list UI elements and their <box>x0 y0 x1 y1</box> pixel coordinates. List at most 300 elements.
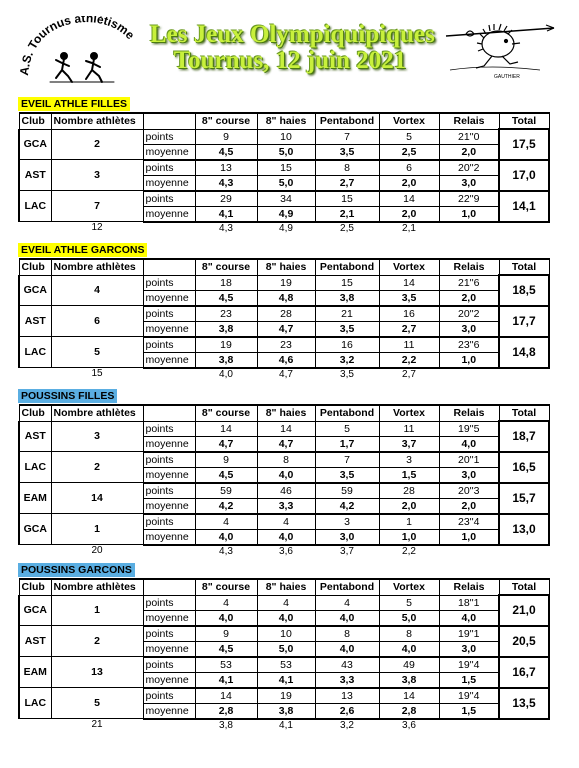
average-cell: 2,0 <box>439 498 499 514</box>
points-cell: 7 <box>315 129 379 144</box>
average-cell: 3,2 <box>315 352 379 368</box>
footer-athlete-total: 21 <box>91 719 103 731</box>
points-cell: 20''3 <box>439 483 499 499</box>
row-label-moyenne: moyenne <box>143 175 195 191</box>
table-header-row <box>19 113 549 129</box>
footer-average: 3,8 <box>219 719 233 731</box>
average-cell: 1,5 <box>439 703 499 719</box>
points-cell: 9 <box>195 452 257 468</box>
column-header-total: Total <box>499 259 549 275</box>
hedgehog-runner-drawing <box>436 14 560 82</box>
column-header-c2: 8" haies <box>257 579 315 595</box>
column-header-c4: Vortex <box>379 579 439 595</box>
column-header-c4: Vortex <box>379 405 439 421</box>
row-label-points: points <box>143 129 195 144</box>
average-cell: 2,0 <box>379 498 439 514</box>
points-cell: 19 <box>257 275 315 290</box>
total-cell: 14,8 <box>499 337 549 368</box>
footer-row <box>19 368 549 381</box>
table-row <box>19 275 549 290</box>
athlete-count: 1 <box>51 514 143 545</box>
points-cell: 16 <box>315 337 379 353</box>
average-cell: 3,8 <box>315 290 379 306</box>
footer-blank <box>19 719 51 732</box>
row-label-points: points <box>143 688 195 704</box>
table-header-row <box>19 259 549 275</box>
title-line-1: Les Jeux Olympiquipiques <box>150 21 435 48</box>
table-row <box>19 452 549 468</box>
athlete-count: 7 <box>51 191 143 222</box>
row-label-moyenne: moyenne <box>143 641 195 657</box>
column-header-c5: Relais <box>439 113 499 129</box>
average-cell: 3,5 <box>315 321 379 337</box>
average-cell: 2,0 <box>439 290 499 306</box>
points-cell: 16 <box>379 306 439 322</box>
average-cell: 4,0 <box>315 610 379 626</box>
results-section <box>18 560 548 732</box>
average-cell: 4,8 <box>257 290 315 306</box>
footer-blank <box>499 719 549 732</box>
table-row <box>19 191 549 207</box>
total-cell: 18,7 <box>499 421 549 452</box>
footer-average: 2,5 <box>340 222 354 234</box>
table-header-row <box>19 405 549 421</box>
athlete-count: 2 <box>51 626 143 657</box>
average-cell: 1,0 <box>439 352 499 368</box>
club-name: GCA <box>19 275 51 306</box>
average-cell: 5,0 <box>379 610 439 626</box>
table-row <box>19 306 549 322</box>
average-cell: 4,1 <box>195 206 257 222</box>
footer-blank <box>439 222 499 235</box>
row-label-moyenne: moyenne <box>143 290 195 306</box>
points-cell: 43 <box>315 657 379 673</box>
average-cell: 4,0 <box>257 467 315 483</box>
section-title: EVEIL ATHLE FILLES <box>18 97 130 111</box>
column-header-blank <box>143 405 195 421</box>
total-cell: 17,0 <box>499 160 549 191</box>
row-label-moyenne: moyenne <box>143 703 195 719</box>
footer-average: 2,2 <box>402 545 416 557</box>
club-name: AST <box>19 160 51 191</box>
average-cell: 1,5 <box>379 467 439 483</box>
points-cell: 28 <box>257 306 315 322</box>
row-label-points: points <box>143 337 195 353</box>
average-cell: 4,0 <box>257 529 315 545</box>
average-cell: 2,5 <box>379 144 439 160</box>
column-header-total: Total <box>499 579 549 595</box>
average-cell: 5,0 <box>257 175 315 191</box>
points-cell: 3 <box>379 452 439 468</box>
results-section <box>18 386 548 558</box>
footer-blank <box>19 368 51 381</box>
points-cell: 20''2 <box>439 160 499 176</box>
total-cell: 15,7 <box>499 483 549 514</box>
points-cell: 5 <box>315 421 379 436</box>
athlete-count: 2 <box>51 452 143 483</box>
total-cell: 17,7 <box>499 306 549 337</box>
points-cell: 46 <box>257 483 315 499</box>
points-cell: 4 <box>257 514 315 530</box>
points-cell: 5 <box>379 129 439 144</box>
row-label-points: points <box>143 514 195 530</box>
points-cell: 3 <box>315 514 379 530</box>
points-cell: 15 <box>315 275 379 290</box>
average-cell: 4,0 <box>195 610 257 626</box>
total-cell: 16,5 <box>499 452 549 483</box>
column-header-blank <box>143 259 195 275</box>
club-name: LAC <box>19 688 51 719</box>
club-name: LAC <box>19 191 51 222</box>
points-cell: 10 <box>257 129 315 144</box>
column-header-c3: Pentabond <box>315 259 379 275</box>
average-cell: 3,7 <box>379 436 439 452</box>
footer-row <box>19 545 549 558</box>
section-title: POUSSINS GARCONS <box>18 563 135 577</box>
average-cell: 4,7 <box>257 436 315 452</box>
points-cell: 8 <box>315 160 379 176</box>
column-header-c4: Vortex <box>379 113 439 129</box>
row-label-moyenne: moyenne <box>143 498 195 514</box>
club-name: GCA <box>19 514 51 545</box>
points-cell: 23 <box>257 337 315 353</box>
table-header-row <box>19 579 549 595</box>
average-cell: 4,7 <box>195 436 257 452</box>
column-header-c1: 8" course <box>195 259 257 275</box>
table-row <box>19 421 549 436</box>
athlete-count: 13 <box>51 657 143 688</box>
points-cell: 6 <box>379 160 439 176</box>
row-label-points: points <box>143 421 195 436</box>
row-label-points: points <box>143 275 195 290</box>
average-cell: 3,5 <box>315 467 379 483</box>
points-cell: 9 <box>195 626 257 642</box>
table-row <box>19 129 549 144</box>
points-cell: 59 <box>315 483 379 499</box>
athlete-count: 6 <box>51 306 143 337</box>
table-row <box>19 483 549 499</box>
row-label-points: points <box>143 306 195 322</box>
footer-blank <box>439 719 499 732</box>
svg-text:A.S. Tournus athlétisme <box>17 16 138 76</box>
footer-average: 3,6 <box>402 719 416 731</box>
average-cell: 4,1 <box>257 672 315 688</box>
results-table <box>18 258 550 381</box>
points-cell: 15 <box>257 160 315 176</box>
average-cell: 3,3 <box>315 672 379 688</box>
footer-average: 4,3 <box>219 545 233 557</box>
average-cell: 2,7 <box>315 175 379 191</box>
average-cell: 4,0 <box>439 610 499 626</box>
club-name: GCA <box>19 129 51 160</box>
average-cell: 4,2 <box>315 498 379 514</box>
points-cell: 20''2 <box>439 306 499 322</box>
column-header-blank <box>143 579 195 595</box>
row-label-moyenne: moyenne <box>143 529 195 545</box>
column-header-nb: Nombre athlètes <box>51 405 143 421</box>
points-cell: 11 <box>379 337 439 353</box>
results-table <box>18 578 550 732</box>
points-cell: 53 <box>195 657 257 673</box>
section-title: POUSSINS FILLES <box>18 389 117 403</box>
average-cell: 4,0 <box>379 641 439 657</box>
footer-average: 3,2 <box>340 719 354 731</box>
average-cell: 1,0 <box>379 529 439 545</box>
footer-blank <box>499 222 549 235</box>
footer-athlete-total: 20 <box>91 545 103 557</box>
points-cell: 19 <box>195 337 257 353</box>
points-cell: 4 <box>257 595 315 610</box>
section-title: EVEIL ATHLE GARCONS <box>18 243 147 257</box>
results-table <box>18 112 550 235</box>
column-header-c2: 8" haies <box>257 259 315 275</box>
average-cell: 2,1 <box>315 206 379 222</box>
column-header-c5: Relais <box>439 579 499 595</box>
average-cell: 5,0 <box>257 144 315 160</box>
footer-average: 4,9 <box>279 222 293 234</box>
results-table <box>18 404 550 558</box>
total-cell: 13,0 <box>499 514 549 545</box>
average-cell: 4,0 <box>315 641 379 657</box>
total-cell: 21,0 <box>499 595 549 626</box>
average-cell: 3,8 <box>195 321 257 337</box>
column-header-c3: Pentabond <box>315 579 379 595</box>
points-cell: 14 <box>257 421 315 436</box>
points-cell: 19''1 <box>439 626 499 642</box>
average-cell: 4,5 <box>195 467 257 483</box>
average-cell: 2,7 <box>379 321 439 337</box>
footer-average: 4,7 <box>279 368 293 380</box>
column-header-club: Club <box>19 113 51 129</box>
average-cell: 2,8 <box>379 703 439 719</box>
athlete-count: 3 <box>51 421 143 452</box>
column-header-c1: 8" course <box>195 113 257 129</box>
column-header-club: Club <box>19 259 51 275</box>
footer-blank <box>143 719 195 732</box>
points-cell: 9 <box>195 129 257 144</box>
club-name: LAC <box>19 452 51 483</box>
average-cell: 3,0 <box>439 641 499 657</box>
points-cell: 22''9 <box>439 191 499 207</box>
footer-blank <box>439 545 499 558</box>
results-section <box>18 94 548 235</box>
points-cell: 1 <box>379 514 439 530</box>
points-cell: 4 <box>195 514 257 530</box>
column-header-c4: Vortex <box>379 259 439 275</box>
column-header-c2: 8" haies <box>257 113 315 129</box>
column-header-nb: Nombre athlètes <box>51 579 143 595</box>
footer-average: 2,7 <box>402 368 416 380</box>
average-cell: 1,0 <box>439 529 499 545</box>
club-name: LAC <box>19 337 51 368</box>
average-cell: 3,0 <box>315 529 379 545</box>
athlete-count: 1 <box>51 595 143 626</box>
column-header-c3: Pentabond <box>315 405 379 421</box>
footer-blank <box>143 222 195 235</box>
row-label-points: points <box>143 626 195 642</box>
points-cell: 8 <box>379 626 439 642</box>
average-cell: 4,9 <box>257 206 315 222</box>
average-cell: 2,2 <box>379 352 439 368</box>
club-name: EAM <box>19 483 51 514</box>
column-header-total: Total <box>499 405 549 421</box>
footer-average: 4,0 <box>219 368 233 380</box>
row-label-moyenne: moyenne <box>143 610 195 626</box>
title-line-2: Tournus, 12 juin 2021 <box>173 47 407 74</box>
average-cell: 3,8 <box>195 352 257 368</box>
average-cell: 4,0 <box>257 610 315 626</box>
points-cell: 4 <box>315 595 379 610</box>
club-name: EAM <box>19 657 51 688</box>
row-label-points: points <box>143 452 195 468</box>
row-label-points: points <box>143 657 195 673</box>
average-cell: 4,6 <box>257 352 315 368</box>
points-cell: 28 <box>379 483 439 499</box>
total-cell: 14,1 <box>499 191 549 222</box>
table-row <box>19 514 549 530</box>
points-cell: 7 <box>315 452 379 468</box>
column-header-c3: Pentabond <box>315 113 379 129</box>
row-label-moyenne: moyenne <box>143 144 195 160</box>
average-cell: 3,5 <box>315 144 379 160</box>
average-cell: 4,7 <box>257 321 315 337</box>
club-name: GCA <box>19 595 51 626</box>
points-cell: 5 <box>379 595 439 610</box>
athlete-count: 5 <box>51 337 143 368</box>
footer-blank <box>19 545 51 558</box>
points-cell: 19''5 <box>439 421 499 436</box>
average-cell: 4,5 <box>195 144 257 160</box>
footer-blank <box>19 222 51 235</box>
club-logo-text: A.S. Tournus athlétisme <box>16 16 138 77</box>
page-title <box>150 21 435 74</box>
average-cell: 4,2 <box>195 498 257 514</box>
footer-average: 4,3 <box>219 222 233 234</box>
footer-blank <box>439 368 499 381</box>
table-row <box>19 626 549 642</box>
results-section <box>18 240 548 381</box>
drawing-signature: GAUTHIER <box>494 74 520 80</box>
footer-average: 2,1 <box>402 222 416 234</box>
footer-average: 4,1 <box>279 719 293 731</box>
average-cell: 4,5 <box>195 290 257 306</box>
points-cell: 18''1 <box>439 595 499 610</box>
average-cell: 4,0 <box>195 529 257 545</box>
points-cell: 13 <box>195 160 257 176</box>
total-cell: 16,7 <box>499 657 549 688</box>
points-cell: 23''6 <box>439 337 499 353</box>
table-row <box>19 688 549 704</box>
table-row <box>19 595 549 610</box>
points-cell: 19''4 <box>439 657 499 673</box>
average-cell: 4,3 <box>195 175 257 191</box>
club-name: AST <box>19 421 51 452</box>
row-label-moyenne: moyenne <box>143 436 195 452</box>
athlete-count: 14 <box>51 483 143 514</box>
club-logo <box>14 16 154 90</box>
points-cell: 13 <box>315 688 379 704</box>
row-label-points: points <box>143 191 195 207</box>
average-cell: 2,0 <box>379 206 439 222</box>
average-cell: 1,0 <box>439 206 499 222</box>
average-cell: 3,5 <box>379 290 439 306</box>
athlete-count: 3 <box>51 160 143 191</box>
column-header-total: Total <box>499 113 549 129</box>
column-header-c1: 8" course <box>195 579 257 595</box>
points-cell: 23 <box>195 306 257 322</box>
points-cell: 18 <box>195 275 257 290</box>
points-cell: 20''1 <box>439 452 499 468</box>
column-header-blank <box>143 113 195 129</box>
points-cell: 8 <box>257 452 315 468</box>
points-cell: 53 <box>257 657 315 673</box>
table-row <box>19 337 549 353</box>
row-label-points: points <box>143 595 195 610</box>
points-cell: 11 <box>379 421 439 436</box>
column-header-c5: Relais <box>439 405 499 421</box>
row-label-points: points <box>143 483 195 499</box>
points-cell: 21 <box>315 306 379 322</box>
points-cell: 49 <box>379 657 439 673</box>
column-header-nb: Nombre athlètes <box>51 259 143 275</box>
points-cell: 19''4 <box>439 688 499 704</box>
footer-row <box>19 719 549 732</box>
points-cell: 29 <box>195 191 257 207</box>
column-header-nb: Nombre athlètes <box>51 113 143 129</box>
footer-average: 3,7 <box>340 545 354 557</box>
points-cell: 23''4 <box>439 514 499 530</box>
average-cell: 2,0 <box>439 144 499 160</box>
column-header-c2: 8" haies <box>257 405 315 421</box>
row-label-moyenne: moyenne <box>143 206 195 222</box>
average-cell: 3,3 <box>257 498 315 514</box>
row-label-moyenne: moyenne <box>143 321 195 337</box>
footer-athlete-total: 15 <box>91 368 103 380</box>
points-cell: 21''6 <box>439 275 499 290</box>
points-cell: 59 <box>195 483 257 499</box>
average-cell: 1,5 <box>439 672 499 688</box>
footer-blank <box>499 368 549 381</box>
average-cell: 1,7 <box>315 436 379 452</box>
total-cell: 17,5 <box>499 129 549 160</box>
footer-athlete-total: 12 <box>91 222 103 234</box>
average-cell: 5,0 <box>257 641 315 657</box>
average-cell: 4,5 <box>195 641 257 657</box>
average-cell: 3,0 <box>439 175 499 191</box>
average-cell: 2,8 <box>195 703 257 719</box>
average-cell: 3,0 <box>439 467 499 483</box>
points-cell: 8 <box>315 626 379 642</box>
average-cell: 3,8 <box>379 672 439 688</box>
row-label-moyenne: moyenne <box>143 672 195 688</box>
footer-average: 3,6 <box>279 545 293 557</box>
points-cell: 14 <box>379 191 439 207</box>
row-label-points: points <box>143 160 195 176</box>
row-label-moyenne: moyenne <box>143 467 195 483</box>
footer-blank <box>499 545 549 558</box>
average-cell: 4,1 <box>195 672 257 688</box>
points-cell: 4 <box>195 595 257 610</box>
points-cell: 10 <box>257 626 315 642</box>
points-cell: 15 <box>315 191 379 207</box>
athlete-count: 2 <box>51 129 143 160</box>
points-cell: 14 <box>379 275 439 290</box>
points-cell: 21''0 <box>439 129 499 144</box>
row-label-moyenne: moyenne <box>143 352 195 368</box>
column-header-club: Club <box>19 579 51 595</box>
footer-row <box>19 222 549 235</box>
total-cell: 20,5 <box>499 626 549 657</box>
